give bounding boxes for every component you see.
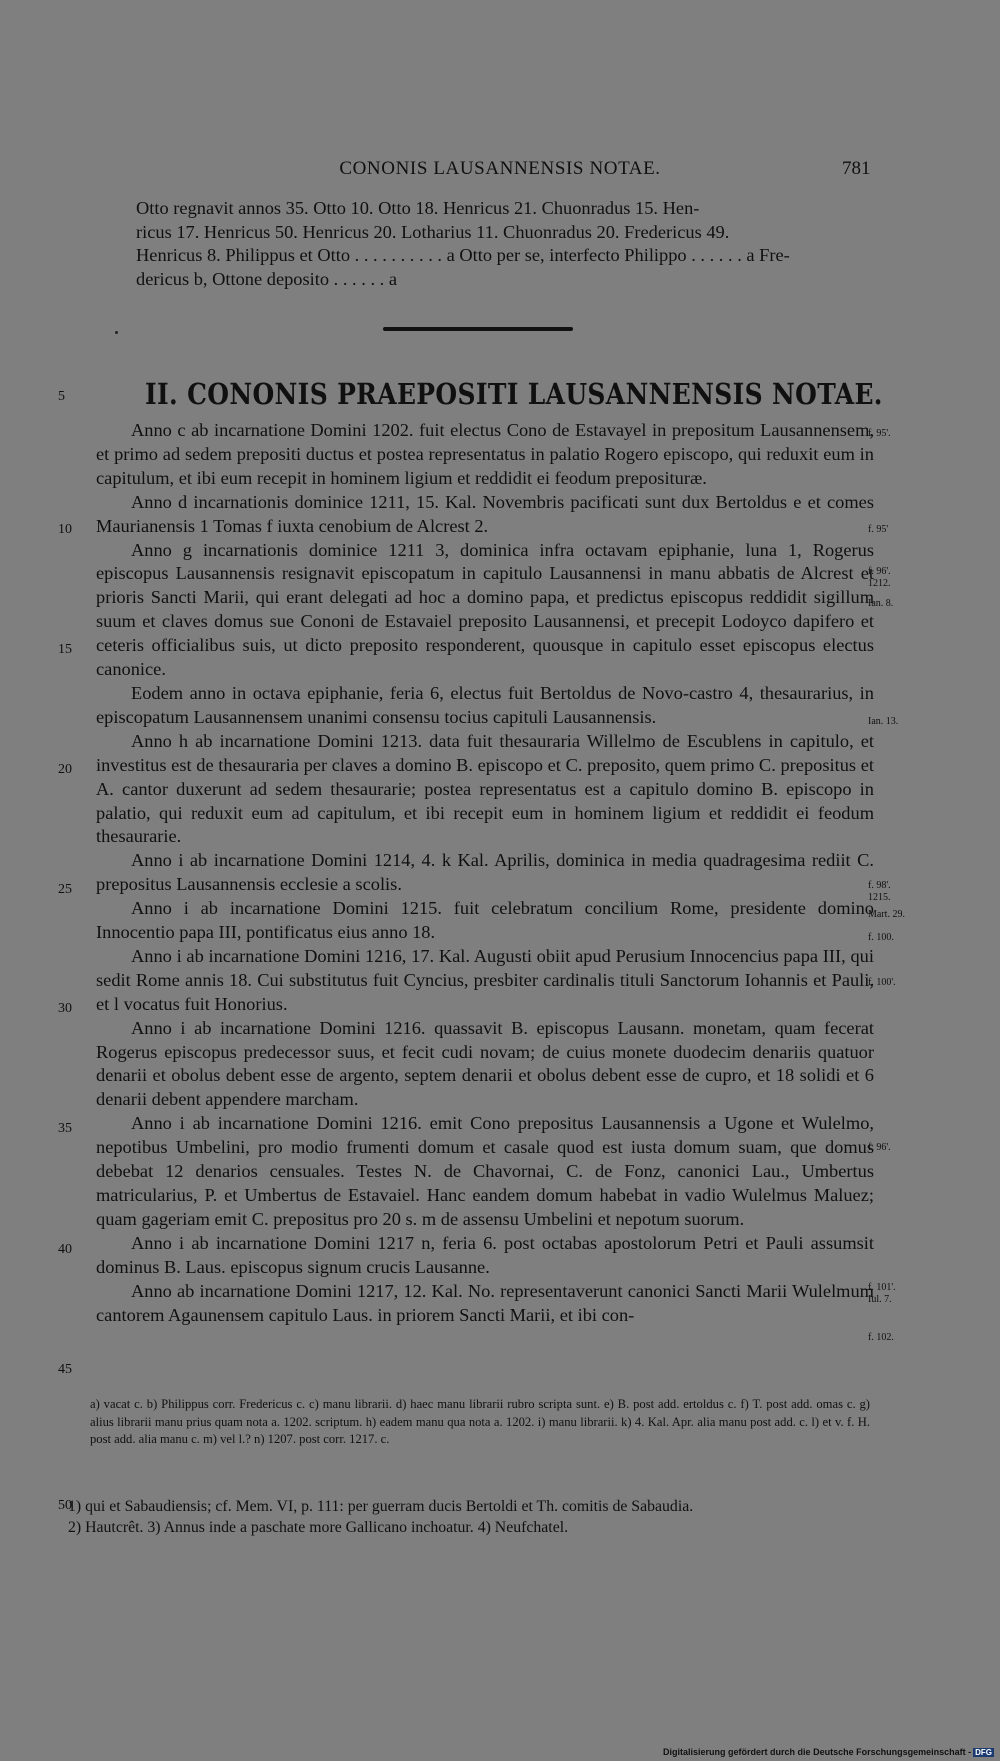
paragraph: Anno i ab incarnatione Domini 1215. fuit celebratum concilium Rome, presidente domino Innocentio papa III, pontificatus eius anno 18. bbox=[96, 898, 874, 943]
note-line: 2) Hautcrêt. 3) Annus inde a paschate more Gallicano inchoatur. 4) Neufchatel. bbox=[68, 1519, 569, 1536]
line-number: 15 bbox=[58, 642, 72, 657]
paragraph: Anno g incarnationis dominice 1211 3, dominica infra octavam epiphanie, luna 1, Rogerus episcopus Lausannensis resignavit episcopatum in capitulo Lausannensi in manu abbatis de Alcrest et prioris Sancti Marii, qui erant delegati ad hoc a domino papa, et predictus episcopus reddidit sigillum suum et claves domus sue Cononi de Estavaiel preposito Lausannensi, et precepit Lodoyco dapifero et ceteris officialibus suis, ut dicto preposito responderent, quousque in capitulo esset episcopus electus canonice. bbox=[96, 539, 874, 680]
margin-folio-note: f. 95' bbox=[868, 524, 889, 535]
margin-date-note: Ian. 13. bbox=[868, 716, 899, 727]
margin-date-note: 1215. bbox=[868, 892, 891, 903]
margin-folio-note: f. 96'. bbox=[868, 1142, 891, 1153]
paragraph: Anno i ab incarnatione Domini 1216. quassavit B. episcopus Lausann. monetam, quam fecerat Rogerus episcopus predecessor suus, et fecit cudi novam; de cuius monete duodecim denariis quatuor denarii et obolus debent esse de argento, septem denarii et obolus debent esse de cupro, et 18 solidi et 6 denarii debent appendere marcham. bbox=[96, 1017, 874, 1110]
digitization-credit bbox=[663, 1747, 994, 1757]
margin-date-note: Iul. 7. bbox=[868, 1294, 892, 1305]
margin-date-note: Ian. 8. bbox=[868, 598, 894, 609]
stray-dot bbox=[115, 331, 118, 334]
line-number: 5 bbox=[58, 389, 65, 404]
regnal-line: ricus 17. Henricus 50. Henricus 20. Lotharius 11. Chuonradus 20. Fredericus 49. bbox=[136, 221, 730, 242]
paragraph: Anno h ab incarnatione Domini 1213. data fuit thesauraria Willelmo de Escublens in capitulo, et investitus est de thesauraria per claves a domino B. episcopo et C. preposito, quem primo C. prepositus et A. cantor duxerunt ad sedem thesaurarie; postea representatus est a capitulo domino B. episcopo in palatio, qui reduxit eum ad capitulum, et ibi recepit eum in hominem ligium et reddidit ei feodum thesaurarie. bbox=[96, 730, 874, 847]
margin-folio-note: f. 101'. bbox=[868, 1282, 896, 1293]
section-divider bbox=[383, 327, 573, 331]
dfg-logo: DFG bbox=[975, 1748, 992, 1757]
line-number: 35 bbox=[58, 1121, 72, 1136]
paragraph: Eodem anno in octava epiphanie, feria 6, electus fuit Bertoldus de Novo-castro 4, thesaurarius, in episcopatum Lausannensem unanimi consensu tocius capituli Lausannensis. bbox=[96, 682, 874, 727]
line-number: 30 bbox=[58, 1001, 72, 1016]
section-body bbox=[96, 419, 874, 1327]
margin-folio-note: f. 95'. bbox=[868, 428, 891, 439]
paragraph: Anno i ab incarnatione Domini 1216, 17. Kal. Augusti obiit apud Perusium Innocencius papa III, qui sedit Rome annis 18. Cui substitutus fuit Cyncius, presbiter cardinalis tituli Sanctorum Iohannis et Pauli, et l vocatus fuit Honorius. bbox=[96, 945, 874, 1014]
line-number: 45 bbox=[58, 1362, 72, 1377]
margin-folio-note: f. 96'. bbox=[868, 566, 891, 577]
margin-folio-note: f. 100'. bbox=[868, 977, 896, 988]
running-header-title: CONONIS LAUSANNENSIS NOTAE. bbox=[339, 158, 661, 179]
explanatory-notes bbox=[68, 1496, 888, 1538]
note-line: 1) qui et Sabaudiensis; cf. Mem. VI, p. 111: per guerram ducis Bertoldi et Th. comitis de Sabaudia. bbox=[68, 1498, 694, 1515]
line-number: 20 bbox=[58, 762, 72, 777]
margin-folio-note: f. 102. bbox=[868, 1332, 894, 1343]
margin-folio-note: f. 100. bbox=[868, 932, 894, 943]
page-number: 781 bbox=[842, 158, 871, 179]
regnal-line: Henricus 8. Philippus et Otto . . . . . . . . . . a Otto per se, interfecto Philippo . . . . . . a Fre- bbox=[136, 245, 790, 265]
margin-date-note: 1212. bbox=[868, 578, 891, 589]
line-number: 50 bbox=[58, 1498, 72, 1513]
paragraph: Anno c ab incarnatione Domini 1202. fuit electus Cono de Estavayel in prepositum Lausannensem, et primo ad sedem prepositi ductus et postea representatus in palatio Rogero episcopo, qui reduxit eum in capitulum, et ibi eum recepit in hominem ligium et reddidit ei feodum preposituræ. bbox=[96, 420, 874, 488]
line-number: 25 bbox=[58, 882, 72, 897]
regnal-line: Otto regnavit annos 35. Otto 10. Otto 18. Henricus 21. Chuonradus 15. Hen- bbox=[136, 198, 700, 218]
line-number: 40 bbox=[58, 1242, 72, 1257]
credit-text: Digitalisierung gefördert durch die Deutsche Forschungsgemeinschaft - bbox=[663, 1747, 972, 1757]
paragraph: Anno i ab incarnatione Domini 1216. emit Cono prepositus Lausannensis a Ugone et Wulelmo, nepotibus Umbelini, pro modio frumenti domum et casale quod est iusta domum suam, que domus debebat 12 denarios censuales. Testes N. de Chavornai, C. de Fonz, canonici Lau., Umbertus matricularius, P. et Umbertus de Estavaiel. Hanc eandem domum habebat in vadio Wulelmus Maluez; quam gageriam emit C. prepositus pro 20 s. m de assensu Umbelini et nepotum suorum. bbox=[96, 1113, 874, 1229]
regnal-line: dericus b, Ottone deposito . . . . . . a bbox=[136, 268, 397, 289]
margin-folio-note: f. 98'. bbox=[868, 880, 891, 891]
regnal-list bbox=[136, 197, 874, 291]
paragraph: Anno ab incarnatione Domini 1217, 12. Kal. No. representaverunt canonici Sancti Marii Wulelmum cantorem Agaunensem capitulo Laus. in priorem Sancti Marii, et ibi con- bbox=[96, 1280, 874, 1325]
line-number: 10 bbox=[58, 522, 72, 537]
section-title: II. CONONIS PRAEPOSITI LAUSANNENSIS NOTAE. bbox=[145, 377, 883, 411]
paragraph: Anno d incarnationis dominice 1211, 15. Kal. Novembris pacificati sunt dux Bertoldus e et comes Maurianensis 1 Tomas f iuxta cenobium de Alcrest 2. bbox=[96, 491, 874, 536]
margin-date-note: Mart. 29. bbox=[868, 909, 905, 920]
paragraph: Anno i ab incarnatione Domini 1214, 4. k Kal. Aprilis, dominica in media quadragesima rediit C. prepositus Lausannensis ecclesie a scolis. bbox=[96, 850, 874, 895]
critical-apparatus: a) vacat c. b) Philippus corr. Fredericus c. c) manu librarii. d) haec manu librarii rubro scripta sunt. e) B. post add. ertoldus c. f) T. post add. omas c. g) alius librarii manu prius quam nota a. 1202. scriptum. h) eadem manu qua nota a. 1202. i) manu librarii. k) 4. Kal. Apr. alia manu post add. c. l) et v. f. H. post add. alia manu c. m) vel l.? n) 1207. post corr. 1217. c. bbox=[90, 1397, 870, 1447]
paragraph: Anno i ab incarnatione Domini 1217 n, feria 6. post octabas apostolorum Petri et Pauli assumsit dominus B. Laus. episcopus signum crucis Lausanne. bbox=[96, 1232, 874, 1277]
